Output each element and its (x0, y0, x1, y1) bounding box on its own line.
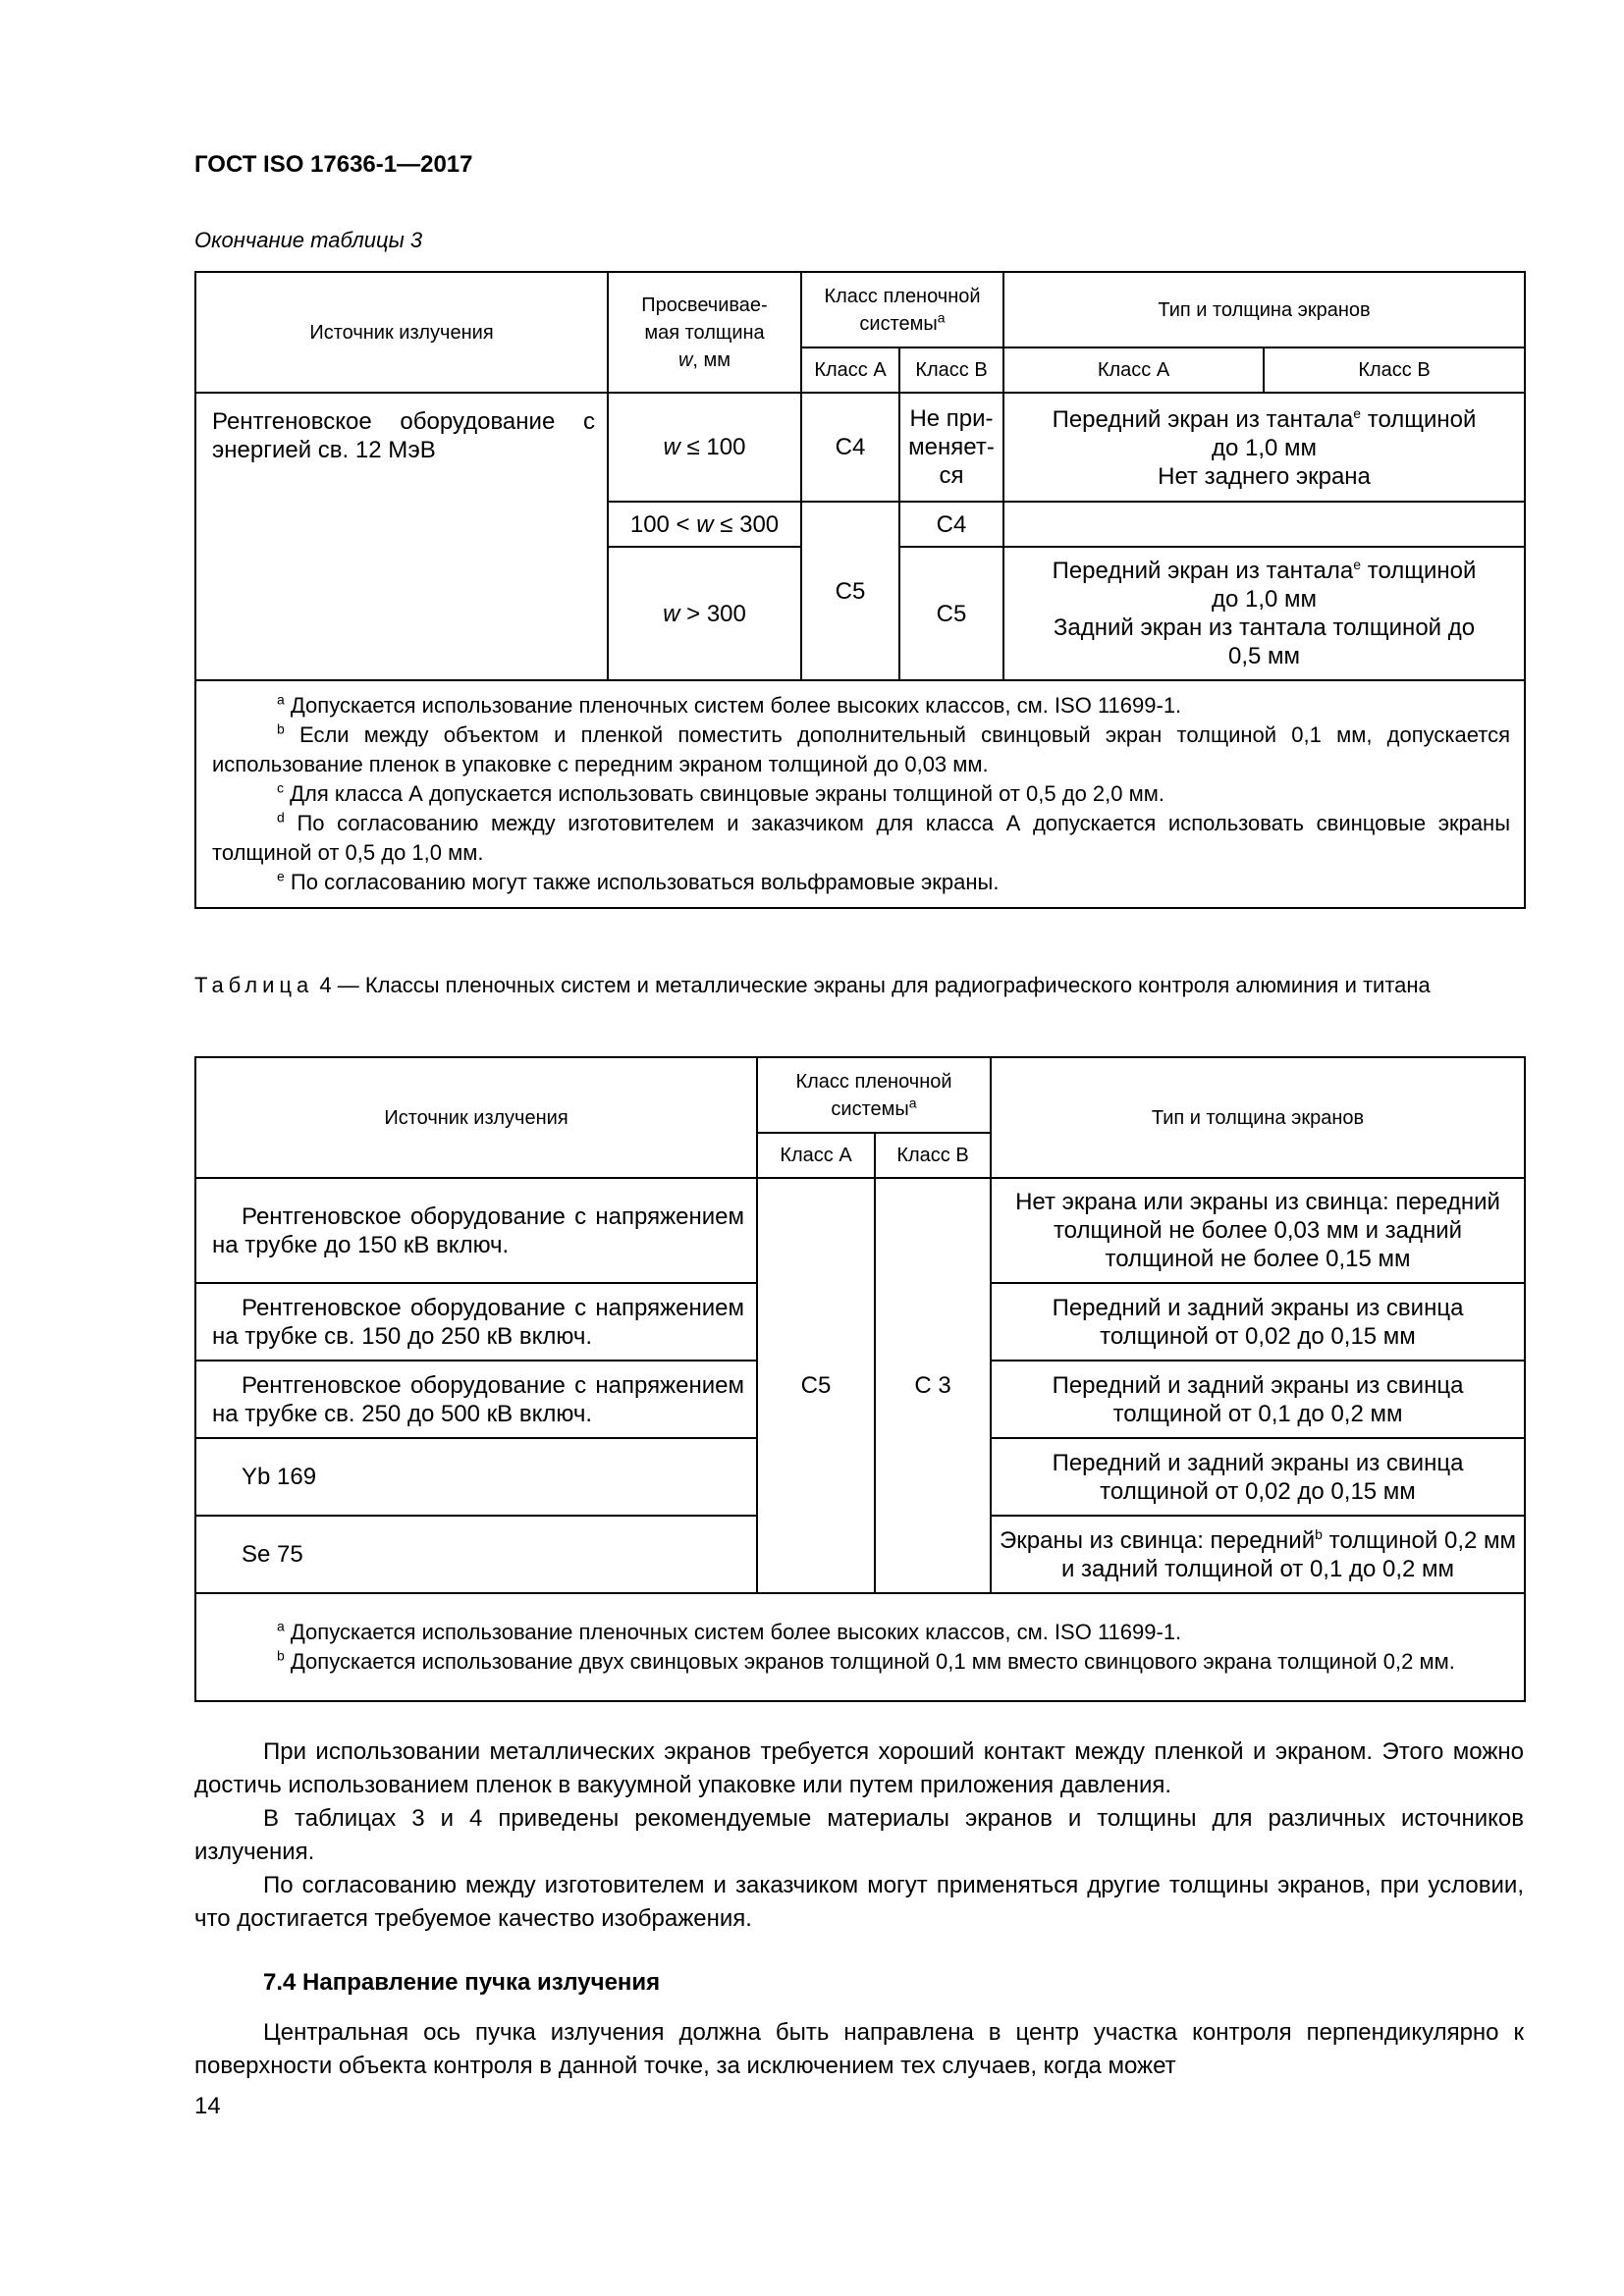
table-4 (194, 1056, 1526, 1702)
body-paragraphs (194, 1735, 1524, 1936)
table4-row3-screens: Передний и задний экраны из свинца толщиной от 0,1 до 0,2 мм (991, 1361, 1525, 1438)
table4-note-b: $^b$ Допускается использование двух свинцовых экранов толщиной 0,1 мм вместо свинцового экрана толщиной 0,2 мм. (277, 1647, 1455, 1674)
section-heading-7-4: 7.4 Направление пучка излучения (263, 1969, 661, 1996)
table3-row3-screens: Передний экран из тантала$^e$ толщиной до 1,0 мм Задний экран из тантала толщиной до 0,5 мм (1003, 547, 1525, 680)
table3-row1-screens: Передний экран из тантала$^e$ толщиной до 1,0 мм Нет заднего экрана (1003, 393, 1525, 502)
body-paragraph-3: По согласованию между изготовителем и заказчиком могут применяться другие толщины экранов, при условии, что достигается требуемое качество изображения. (194, 1872, 1524, 1932)
body-paragraph-1: При использовании металлических экранов требуется хороший контакт между пленкой и экраном. Этого можно достичь использованием пленок в вакуумной упаковке или путем приложения давления. (194, 1738, 1524, 1798)
table3-note-b: $^b$ Если между объектом и пленкой поместить дополнительный свинцовый экран толщиной 0,1 мм, допускается использование пленок в упаковке с передним экраном толщиной до 0,03 мм. (212, 721, 1511, 776)
table4-row4-screens: Передний и задний экраны из свинца толщиной от 0,02 до 0,15 мм (991, 1438, 1525, 1516)
table4-row1-screens: Нет экрана или экраны из свинца: передний толщиной не более 0,03 мм и задний толщиной не более 0,15 мм (991, 1178, 1525, 1283)
table3-note-a: $^a$ Допускается использование пленочных систем более высоких классов, см. ISO 11699-1. (277, 691, 1182, 718)
table3-header-class-a: Класс A (801, 347, 899, 393)
table3-header-screen-class-b: Класс B (1264, 347, 1525, 393)
table3-row2-thickness: 100 < w ≤ 300 (608, 502, 801, 547)
table4-footnotes (195, 1593, 1525, 1701)
table4-row1-source: Рентгеновское оборудование с напряжением на трубке до 150 кВ включ. (195, 1178, 757, 1283)
table4-class-b: C 3 (875, 1178, 991, 1593)
table3-row1-class-b: Не при-меняет-ся (899, 393, 1003, 502)
table4-header-film-class: Класс пленочной системы$^a$ (757, 1057, 991, 1133)
table3-header-screen-class-a: Класс A (1003, 347, 1264, 393)
table4-row5-screens: Экраны из свинца: передний$^b$ толщиной 0,2 мм и задний толщиной от 0,1 до 0,2 мм (991, 1516, 1525, 1593)
table4-header-class-b: Класс B (875, 1133, 991, 1178)
table3-continued-caption: Окончание таблицы 3 (194, 228, 423, 252)
table4-row2-source: Рентгеновское оборудование с напряжением на трубке св. 150 до 250 кВ включ. (195, 1283, 757, 1361)
table3-row3-class-b: C5 (899, 547, 1003, 680)
table3-row2-screens-empty (1003, 502, 1525, 547)
table4-row2-screens: Передний и задний экраны из свинца толщиной от 0,02 до 0,15 мм (991, 1283, 1525, 1361)
table4-row3-source: Рентгеновское оборудование с напряжением на трубке св. 250 до 500 кВ включ. (195, 1361, 757, 1438)
table3-header-thickness: Просвечивае- мая толщина w, мм (608, 272, 801, 393)
table3-row2-class-b: C4 (899, 502, 1003, 547)
table3-source-cell: Рентгеновское оборудование с энергией св. 12 МэВ (195, 393, 608, 680)
table4-header-source: Источник излучения (195, 1057, 757, 1178)
table3-header-film-class: Класс пленочной системы$^a$ (801, 272, 1003, 347)
table3-header-class-b: Класс B (899, 347, 1003, 393)
table3-row1-thickness: w ≤ 100 (608, 393, 801, 502)
body-paragraph-2: В таблицах 3 и 4 приведены рекомендуемые материалы экранов и толщины для различных источников излучения. (194, 1805, 1524, 1865)
table-3 (194, 271, 1526, 909)
table3-note-c: $^c$ Для класса А допускается использовать свинцовые экраны толщиной от 0,5 до 2,0 мм. (277, 779, 1164, 806)
table4-title: Таблица 4 — Классы пленочных систем и металлические экраны для радиографического контроля алюминия и титана (194, 973, 1431, 997)
table4-row4-source: Yb 169 (195, 1438, 757, 1516)
document-id-header: ГОСТ ISO 17636-1—2017 (194, 151, 473, 178)
table3-row3-thickness: w > 300 (608, 547, 801, 680)
page-number: 14 (194, 2093, 221, 2119)
table3-footnotes (195, 680, 1525, 908)
table4-header-screens: Тип и толщина экранов (991, 1057, 1525, 1178)
section-7-4-paragraph: Центральная ось пучка излучения должна быть направлена в центр участка контроля перпендикулярно к поверхности объекта контроля в данной точке, за исключением тех случаев, когда может (194, 2019, 1524, 2079)
table3-header-source: Источник излучения (195, 272, 608, 393)
table4-note-a: $^a$ Допускается использование пленочных систем более высоких классов, см. ISO 11699-1. (277, 1618, 1182, 1644)
table4-header-class-a: Класс A (757, 1133, 875, 1178)
table3-row2-class-a: C5 (801, 502, 899, 680)
table4-class-a: C5 (757, 1178, 875, 1593)
table3-note-d: $^d$ По согласованию между изготовителем и заказчиком для класса А допускается использовать свинцовые экраны толщиной от 0,5 до 1,0 мм. (212, 809, 1511, 865)
table3-header-screens: Тип и толщина экранов (1003, 272, 1525, 347)
table3-row1-class-a: C4 (801, 393, 899, 502)
table3-note-e: $^e$ По согласованию могут также использоваться вольфрамовые экраны. (277, 868, 1000, 894)
table4-row5-source: Se 75 (195, 1516, 757, 1593)
